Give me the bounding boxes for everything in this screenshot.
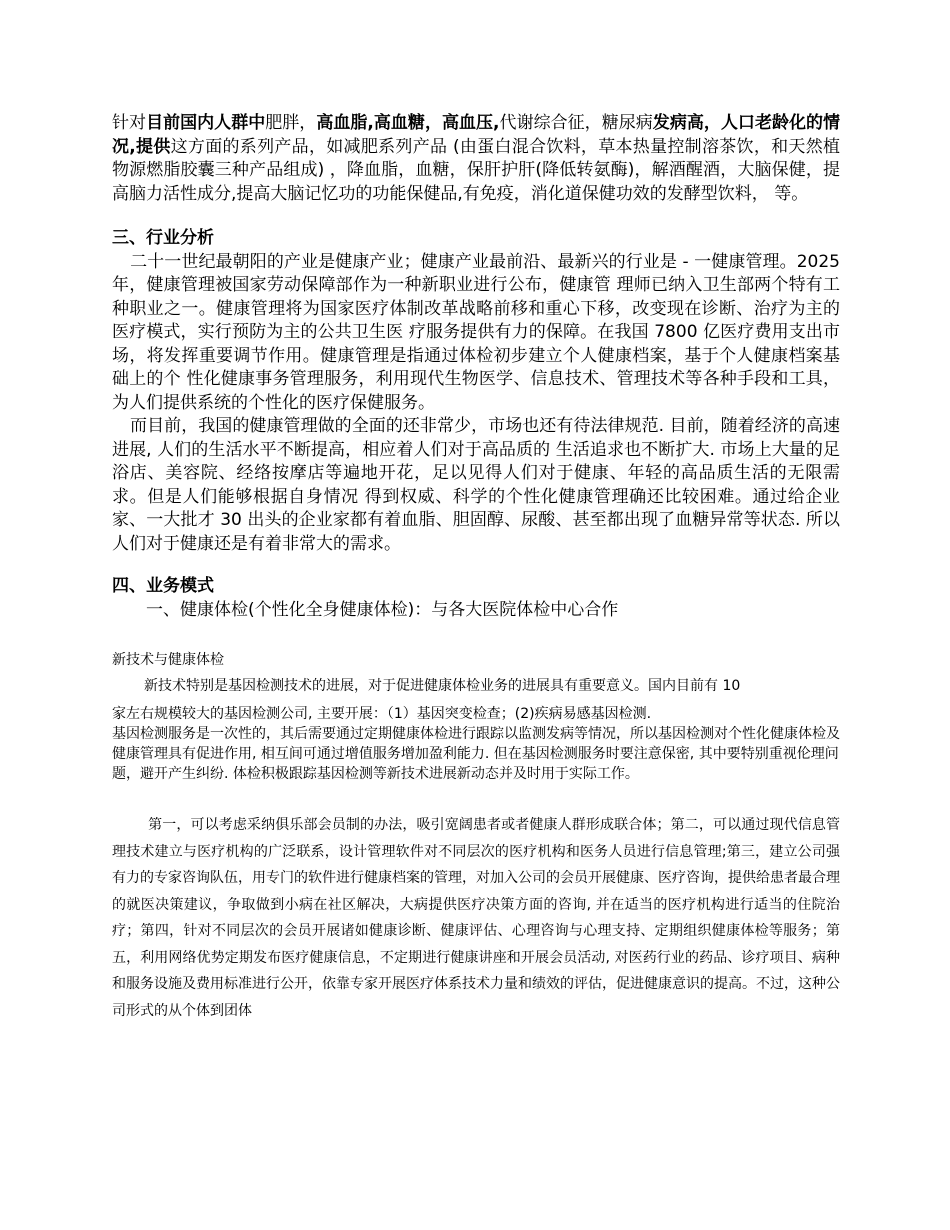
intro-bold: 发病高，人口老龄化的情况,提供 [112,113,841,157]
section3-paragraph-1 [112,251,840,416]
section3-paragraph-2 [112,415,840,556]
intro-paragraph [112,112,840,206]
membership-paragraph [112,812,840,1024]
section4-heading: 四、业务模式 [112,576,214,596]
newtech-paragraph-2: 家左右规模较大的基因检测公司, 主要开展：（1）基因突变检查；(2)疾病易感基因检测. [112,706,652,722]
section3-text: 而目前，我国的健康管理做的全面的还非常少，市场也还有待法律规范. 目前，随着经济的高速进展, 人们的生活水平不断提高，相应着人们对于高品质的 生活追求也不断扩大. 市场上大量的足浴店、美容院、经络按摩店等遍地开花，足以见得人们对于健康、年轻的高品质生活的无限需求。但是人们能够根据自身情况 得到权威、科学的个性化健康管理确还比较困难。通过给企业家、一大批才 30 出头的企业家都有着血脂、胆固醇、尿酸、甚至都出现了血糖异常等状态. 所以人们对于健康还是有着非常大的需求。 [112,416,840,554]
intro-bold: 目前国内人群中 [146,113,266,133]
intro-text: 肥胖， [265,113,317,133]
newtech-paragraph-1: 新技术特别是基因检测技术的进展，对于促进健康体检业务的进展具有重要意义。国内目前有 10 [144,678,741,694]
newtech-paragraph-3: 基因检测服务是一次性的，其后需要通过定期健康体检进行跟踪以监测发病等情况，所以基因检测对个性化健康体检及健康管理具有促进作用, 相互间可通过增值服务增加盈利能力. 但在基因检测服务时要注意保密, 其中要特别重视伦理问题，避开产生纠纷. 体检积极跟踪基因检测等新技术进展新动态并及时用于实际工作。 [112,726,840,782]
intro-text: 这方面的系列产品，如减肥系列产品 (由蛋白混合饮料，草本热量控制溶茶饮，和天然植物源燃脂胶囊三种产品组成) ，降血脂，血糖，保肝护肝(降低转氨酶)，解酒醒酒，大脑保健，提高脑力活性成分,提高大脑记忆功的功能保健品,有免疫，消化道保健功效的发酵型饮料， 等。 [112,136,840,204]
section3-text: 二十一世纪最朝阳的产业是健康产业；健康产业最前沿、最新兴的行业是 - 一健康管理。2025 年，健康管理被国家劳动保障部作为一种新职业进行公布，健康管 理师已纳入卫生部两个特有工种职业之一。健康管理将为国家医疗体制改革战略前移和重心下移，改变现在诊断、治疗为主的医疗模式，实行预防为主的公共卫生医 疗服务提供有力的保障。在我国 7800 亿医疗费用支出市场，将发挥重要调节作用。健康管理是指通过体检初步建立个人健康档案，基于个人健康档案基础上的个 性化健康事务管理服务，利用现代生物医学、信息技术、管理技术等各种手段和工具，为人们提供系统的个性化的医疗保健服务。 [112,251,840,413]
document-page [112,112,840,1024]
section3-heading: 三、行业分析 [112,228,214,248]
intro-text: 针对 [112,113,147,133]
membership-text: 第一，可以考虑采纳俱乐部会员制的办法，吸引宽阔患者或者健康人群形成联合体；第二，可以通过现代信息管理技术建立与医疗机构的广泛联系，设计管理软件对不同层次的医疗机构和医务人员进行信息管理;第三，建立公司强有力的专家咨询队伍，用专门的软件进行健康档案的管理，对加入公司的会员开展健康、医疗咨询，提供给患者最合理的就医决策建议，争取做到小病在社区解决，大病提供医疗决策方面的咨询, 并在适当的医疗机构进行适当的住院治疗；第四，针对不同层次的会员开展诸如健康诊断、健康评估、心理咨询与心理支持、定期组织健康体检等服务；第五，利用网络优势定期发布医疗健康信息，不定期进行健康讲座和开展会员活动, 对医药行业的药品、诊疗项目、病种和服务设施及费用标准进行公开，依靠专家开展医疗体系技术力量和绩效的评估，促进健康意识的提高。不过，这种公司形式的从个体到团体 [112,817,840,1019]
newtech-title: 新技术与健康体检 [112,652,224,668]
intro-text: 代谢综合征，糖尿病 [499,113,653,133]
section4-subheading: 一、健康体检(个性化全身健康体检)：与各大医院体检中心合作 [146,599,619,620]
intro-bold: 高血脂,高血糖，高血压, [316,113,500,133]
